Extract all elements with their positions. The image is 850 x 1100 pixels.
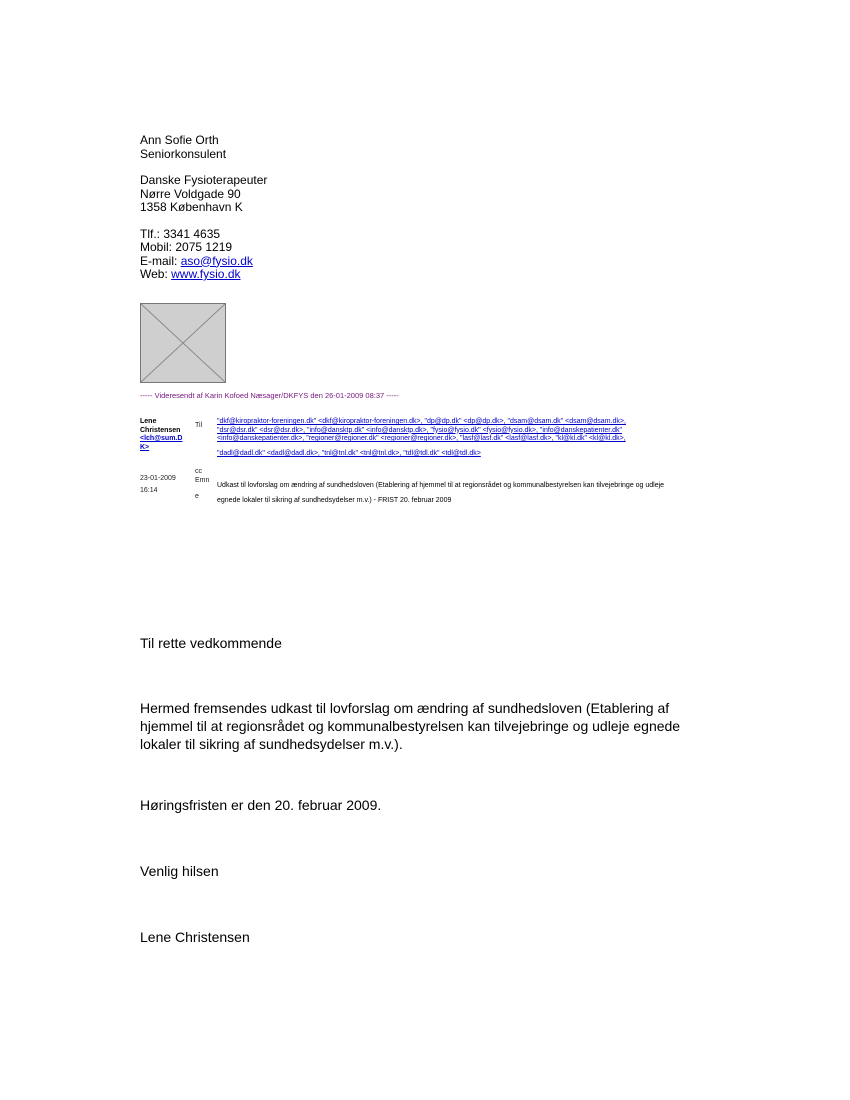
signature-name: Ann Sofie Orth (140, 133, 219, 147)
signature-mobile: Mobil: 2075 1219 (140, 240, 233, 254)
broken-image-placeholder (140, 303, 226, 383)
deadline-text: Høringsfristen er den 20. februar 2009. (140, 797, 382, 813)
subject-label-1: Emn (195, 477, 210, 484)
subject-line-1: Udkast til lovforslag om ændring af sundhedsloven (Etablering af hjemmel til at regionsrådet og kommunalbestyrelsen kan tilvejebringe og udleje (217, 482, 665, 489)
signature-title: Seniorkonsulent (140, 146, 227, 161)
signature-web-label: Web: (140, 267, 168, 281)
recipient-row-4[interactable]: "dadl@dadl.dk" <dadl@dadl.dk>, "tnl@tnl.dk" <tnl@tnl.dk>, "tdl@tdl.dk" <tdl@tdl.dk> (217, 449, 481, 457)
sent-date-time: 16:14 (140, 487, 158, 494)
signature-block (140, 134, 267, 282)
signer-name: Lene Christensen (140, 929, 250, 945)
signature-street: Nørre Voldgade 90 (140, 186, 241, 201)
signature-phone: Tlf.: 3341 4635 (140, 226, 221, 241)
recipient-row-1[interactable]: "dkf@kiropraktor-foreningen.dk" <dkf@kiropraktor-foreningen.dk>, "dp@dp.dk" <dp@dp.dk>, "dsam@dsam.dk" <dsam@dsam.dk>, (217, 418, 626, 425)
sender-email-2[interactable]: K> (140, 443, 150, 451)
recipient-row-3[interactable]: <info@danskepatienter.dk>, "regioner@regioner.dk" <regioner@regioner.dk>, "lasf@lasf.dk" <lasf@lasf.dk>, "kl@kl.dk" <kl@kl.dk>, (217, 435, 626, 442)
signature-email-label: E-mail: (140, 253, 178, 268)
signature-city: 1358 København K (140, 200, 243, 214)
to-label: Til (195, 422, 203, 429)
image-placeholder-icon (141, 304, 225, 382)
sender-last-name: Christensen (140, 426, 181, 434)
subject (217, 478, 792, 508)
sent-date (140, 473, 176, 497)
signature-email-link[interactable]: aso@fysio.dk (180, 253, 253, 268)
cc-label: cc (195, 468, 202, 475)
body-paragraph: Hermed fremsendes udkast til lovforslag om ændring af sundhedsloven (Etablering af hjemmel til at regionsrådet og kommunalbestyrelsen kan tilvejebringe og udleje egnede lokaler til sikring af sundhedsydelser m.v.). (140, 700, 681, 752)
recipient-list (217, 418, 792, 458)
subject-line-2: egnede lokaler til sikring af sundhedsydelser m.v.) - FRIST 20. februar 2009 (217, 497, 452, 504)
sent-date-day: 23-01-2009 (140, 475, 176, 482)
greeting: Til rette vedkommende (140, 635, 282, 651)
closing-text: Venlig hilsen (140, 863, 219, 879)
forwarded-by-line: ----- Videresendt af Karin Kofoed Næsager/DKFYS den 26-01-2009 08:37 ----- (140, 391, 399, 400)
subject-label-2: e (195, 493, 199, 500)
signature-org: Danske Fysioterapeuter (140, 173, 268, 187)
signature-web-link[interactable]: www.fysio.dk (171, 267, 241, 281)
signature-email-row (140, 255, 267, 269)
sender-email-1[interactable]: <lch@sum.D (140, 435, 183, 442)
recipient-row-2[interactable]: "dsr@dsr.dk" <dsr@dsr.dk>, "info@dansktp.dk" <info@dansktp.dk>, "fysio@fysio.dk" <fysio@fysio.dk>, "info@danskepatienter.dk" (217, 426, 623, 434)
sender-first-name: Lene (140, 418, 157, 425)
sender (140, 418, 182, 452)
signature-web-row (140, 268, 267, 282)
